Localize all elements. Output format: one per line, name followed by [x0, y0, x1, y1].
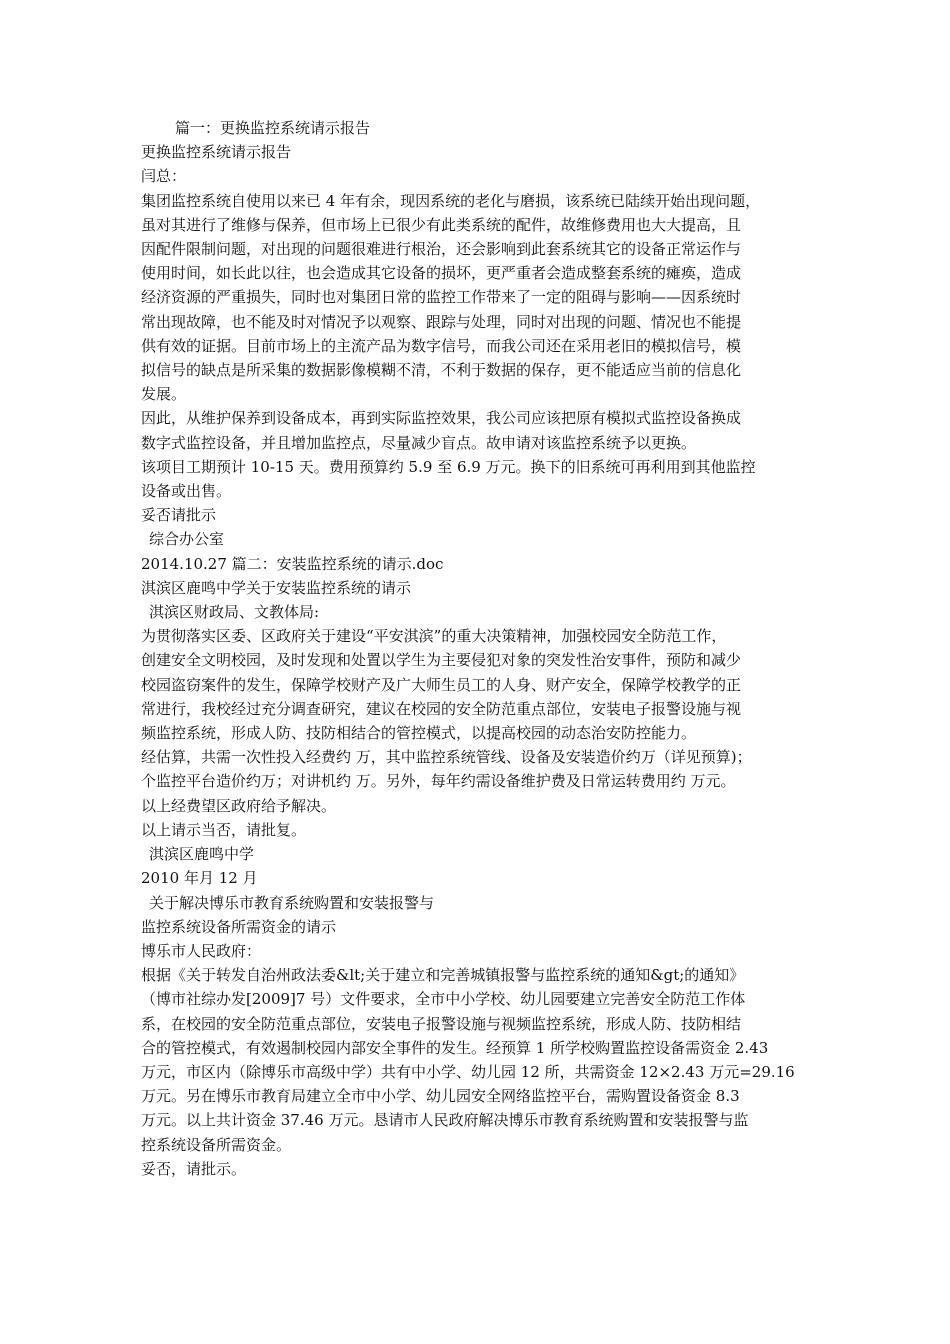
date-line: 2010 年月 12 月: [141, 869, 258, 888]
section-title: 关于解决博乐市教育系统购置和安装报警与: [149, 893, 435, 912]
body-line: 虽对其进行了维修与保养，但市场上已很少有此类系统的配件，故维修费用也大大提高，且: [141, 215, 742, 234]
salutation: 闫总：: [141, 167, 187, 186]
body-line: 经估算，共需一次性投入经费约 万，其中监控系统管线、设备及安装造价约万（详见预算)；: [141, 748, 752, 767]
addressee: 博乐市人民政府：: [141, 941, 262, 960]
report-title: 更换监控系统请示报告: [141, 143, 292, 162]
body-line: 频监控系统，形成人防、技防相结合的管控模式，以提高校园的动态治安防控能力。: [141, 724, 697, 743]
section-title: 淇滨区鹿鸣中学关于安装监控系统的请示: [141, 578, 412, 597]
body-line: 妥否请批示: [141, 506, 217, 525]
body-line: 以上经费望区政府给予解决。: [141, 796, 337, 815]
signature-line: 综合办公室: [149, 530, 225, 549]
body-line: 万元，市区内（除博乐市高级中学）共有中小学、幼儿园 12 所，共需资金 12×2.43 万元=29.16: [141, 1062, 795, 1081]
body-line: 系，在校园的安全防范重点部位，安装电子报警设施与视频监控系统，形成人防、技防相结: [141, 1014, 742, 1033]
body-line: 为贯彻落实区委、区政府关于建设“平安淇滨”的重大决策精神，加强校园安全防范工作，: [141, 627, 727, 646]
body-line: 常出现故障，也不能及时对情况予以观察、跟踪与处理，同时对出现的问题、情况也不能提: [141, 312, 742, 331]
body-line: 设备或出售。: [141, 482, 232, 501]
section-heading: 篇一：更换监控系统请示报告: [175, 119, 371, 137]
body-line: （博市社综办发[2009]7 号）文件要求，全市中小学校、幼儿园要建立完善安全防范工作体: [141, 990, 746, 1009]
body-line: 万元。以上共计资金 37.46 万元。恳请市人民政府解决博乐市教育系统购置和安装报警与监: [141, 1111, 749, 1130]
document-body: [141, 116, 821, 1181]
body-line: 个监控平台造价约万；对讲机约 万。另外，每年约需设备维护费及日常运转费用约 万元。: [141, 772, 736, 791]
body-line: 合的管控模式，有效遏制校园内部安全事件的发生。经预算 1 所学校购置监控设备需资金 2.43: [141, 1038, 769, 1057]
body-line: 创建安全文明校园，及时发现和处置以学生为主要侵犯对象的突发性治安事件，预防和减少: [141, 651, 742, 670]
body-line: 校园盗窃案件的发生，保障学校财产及广大师生员工的人身、财产安全，保障学校教学的正: [141, 675, 742, 694]
signature-line: 淇滨区鹿鸣中学: [149, 845, 255, 864]
addressee: 淇滨区财政局、文教体局:: [149, 603, 320, 622]
date-line: 2014.10.27 篇二：安装监控系统的请示.doc: [141, 554, 444, 573]
body-line: 常进行，我校经过充分调查研究，建议在校园的安全防范重点部位，安装电子报警设施与视: [141, 699, 742, 718]
body-line: 因配件限制问题，对出现的问题很难进行根治，还会影响到此套系统其它的设备正常运作与: [141, 240, 742, 259]
body-line: 集团监控系统自使用以来已 4 年有余，现因系统的老化与磨损，该系统已陆续开始出现问题，: [141, 191, 761, 210]
body-line: 数字式监控设备，并且增加监控点，尽量减少盲点。故申请对该监控系统予以更换。: [141, 433, 697, 452]
body-line: 经济资源的严重损失，同时也对集团日常的监控工作带来了一定的阻碍与影响——因系统时: [141, 288, 742, 307]
body-line: 发展。: [141, 385, 187, 404]
body-line: 万元。另在博乐市教育局建立全市中小学、幼儿园安全网络监控平台，需购置设备资金 8.3: [141, 1087, 740, 1106]
body-line: 因此，从维护保养到设备成本，再到实际监控效果，我公司应该把原有模拟式监控设备换成: [141, 409, 742, 428]
closing-line: 妥否，请批示。: [141, 1159, 247, 1178]
body-line: 控系统设备所需资金。: [141, 1135, 292, 1154]
body-line: 拟信号的缺点是所采集的数据影像模糊不清，不利于数据的保存，更不能适应当前的信息化: [141, 361, 742, 380]
body-line: 使用时间，如长此以往，也会造成其它设备的损坏，更严重者会造成整套系统的瘫痪，造成: [141, 264, 742, 283]
section-title: 监控系统设备所需资金的请示: [141, 917, 337, 936]
body-line: 以上请示当否，请批复。: [141, 820, 307, 839]
body-line: 根据《关于转发自治州政法委&lt;关于建立和完善城镇报警与监控系统的通知&gt;的通知》: [141, 966, 745, 985]
body-line: 供有效的证据。目前市场上的主流产品为数字信号，而我公司还在采用老旧的模拟信号，模: [141, 336, 742, 355]
body-line: 该项目工期预计 10-15 天。费用预算约 5.9 至 6.9 万元。换下的旧系统可再利用到其他监控: [141, 457, 756, 476]
